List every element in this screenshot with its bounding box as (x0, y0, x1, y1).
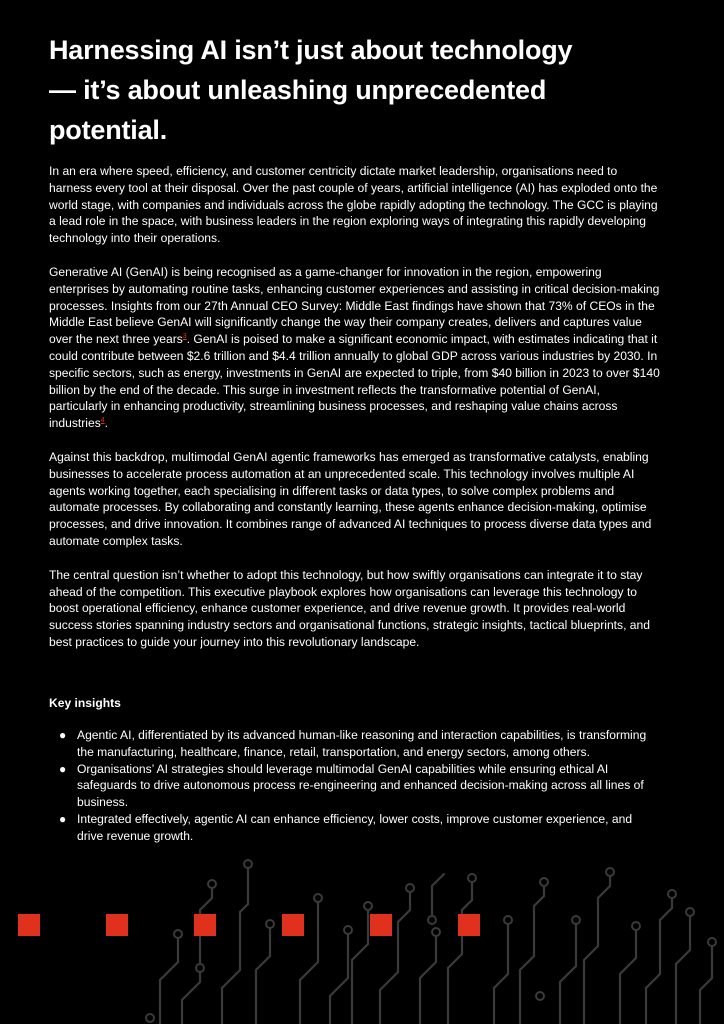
bullet-icon: ● (59, 728, 67, 742)
accent-square (194, 914, 216, 936)
list-item: ● Organisations’ AI strategies should leverage multimodal GenAI capabilities while ensuring ethical AI safeguards to drive autonomous process re-engineering and enhanced decision-making across all lines of business. (59, 761, 644, 810)
circuit-decoration (0, 850, 724, 1024)
accent-square (370, 914, 392, 936)
agentic-paragraph: Against this backdrop, multimodal GenAI agentic frameworks has emerged as transformative catalysts, enabling businesses to accelerate process automation at an unprecedented scale. This technology involves multiple AI agents working together, each specialising in different tasks or data types, to solve complex problems and automate processes. By collaborating and constantly learning, these agents enhance decision-making, optimise processes, and drive innovation. It combines range of advanced AI techniques to process diverse data types and automate complex tasks. (49, 449, 652, 548)
genai-text-part3: . (104, 416, 109, 431)
key-insights-list (58, 727, 658, 845)
playbook-paragraph: The central question isn’t whether to adopt this technology, but how swiftly organisations can integrate it to stay ahead of the competition. This executive playbook explores how organisations can leverage this technology to boost operational efficiency, enhance customer experience, and drive revenue growth. It provides real-world success stories spanning industry sectors and organisational functions, strategic insights, tactical blueprints, and best practices to guide your journey into this revolutionary landscape. (49, 567, 650, 649)
page-title: Harnessing AI isn’t just about technology— it’s about unleashing unprecedented potential. (49, 35, 573, 145)
genai-text-part2: . GenAI is poised to make a significant economic impact, with estimates indicating that it could contribute between $2.6 trillion and $4.4 trillion annually to global GDP across various industries by 2030. In specific sectors, such as energy, investments in GenAI are expected to triple, from $40 billion in 2023 to over $140 billion by the end of the decade. This surge in investment reflects the transformative potential of GenAI, particularly in enhancing productivity, streamlining business processes, and reshaping value chains across industries (49, 332, 660, 431)
accent-square (458, 914, 480, 936)
footnote-ref-4[interactable]: 4 (100, 417, 105, 425)
footnote-ref-3[interactable]: 3 (182, 333, 187, 341)
bullet-icon: ● (59, 811, 67, 826)
accent-square (106, 914, 128, 936)
accent-square (282, 914, 304, 936)
genai-paragraph (49, 264, 661, 432)
page-content (49, 30, 661, 651)
key-insights-heading: Key insights (49, 696, 121, 710)
intro-paragraph: In an era where speed, efficiency, and customer centricity dictate market leadership, organisations need to harness every tool at their disposal. Over the past couple of years, artificial intelligence (AI) has exploded onto the world stage, with companies and individuals across the globe rapidly adopting the technology. The GCC is playing a lead role in the space, with business leaders in the region exploring ways of integrating this rapidly developing technology into their operations. (49, 164, 658, 246)
genai-text-part1: Generative AI (GenAI) is being recognised as a game-changer for innovation in the region, empowering enterprises by automating routine tasks, enhancing customer experiences and assisting in critical decision-making processes. Insights from our 27th Annual CEO Survey: Middle East findings have shown that 73% of CEOs in the Middle East believe GenAI will significantly change the way their company creates, delivers and captures value over the next three years (49, 264, 660, 347)
accent-square (18, 914, 40, 936)
list-item: ● Integrated effectively, agentic AI can enhance efficiency, lower costs, improve customer experience, and drive revenue growth. (59, 811, 633, 843)
bullet-icon: ● (59, 761, 67, 776)
list-item: ● Agentic AI, differentiated by its advanced human-like reasoning and interaction capabilities, is transforming the manufacturing, healthcare, finance, retail, transportation, and energy sectors, among others. (59, 728, 647, 759)
